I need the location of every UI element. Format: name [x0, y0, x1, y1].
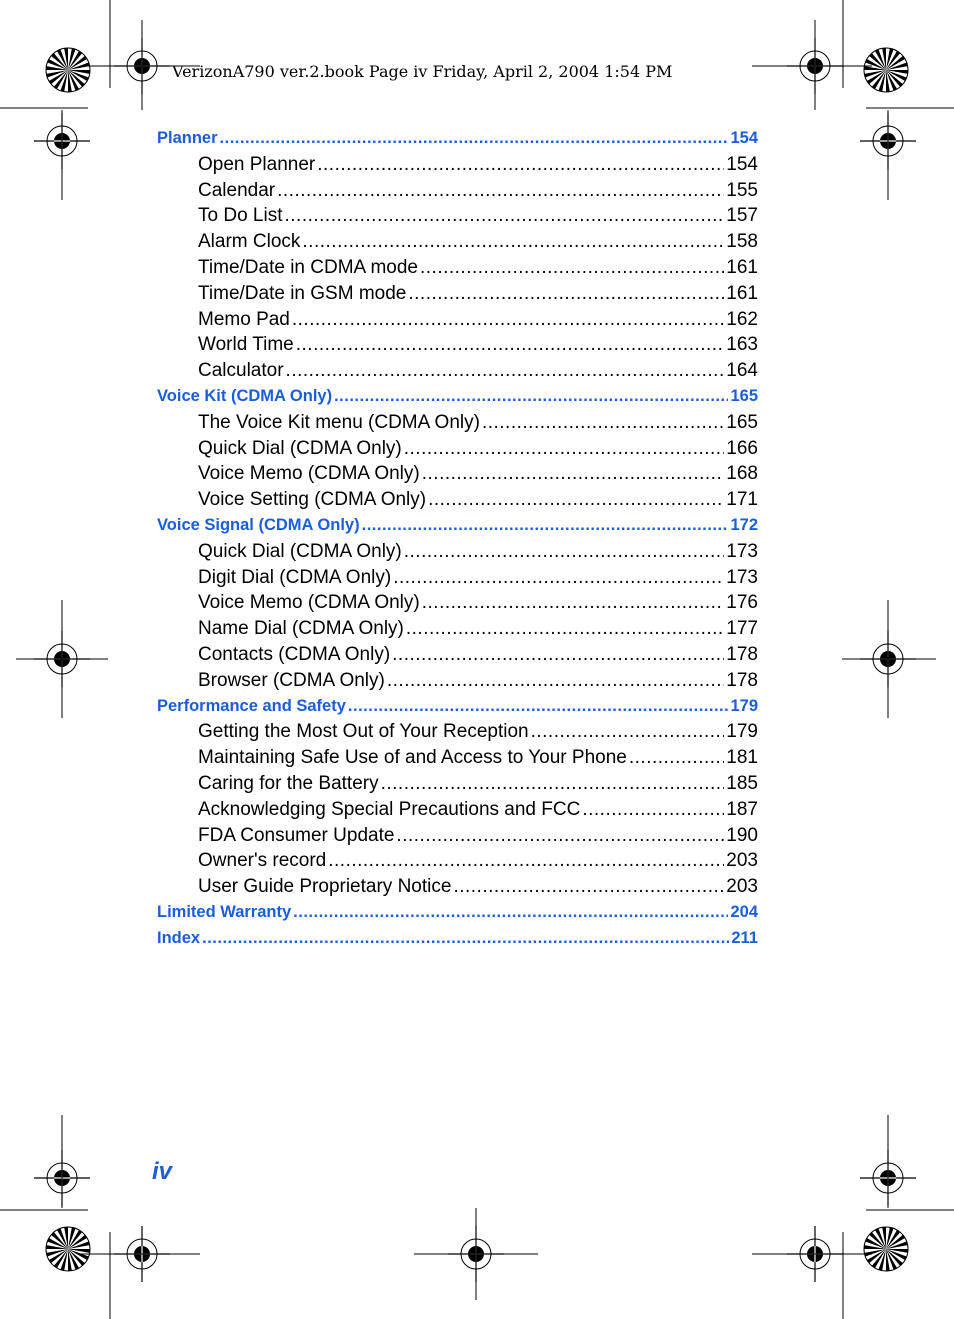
dot-leader — [292, 307, 724, 333]
print-header: VerizonA790 ver.2.book Page iv Friday, April 2, 2004 1:54 PM — [172, 62, 673, 81]
dot-leader — [406, 616, 724, 642]
toc-page-number: 157 — [726, 205, 758, 227]
toc-label: Maintaining Safe Use of and Access to Your Phone — [198, 747, 627, 769]
toc-entry-row[interactable] — [157, 616, 758, 642]
dot-leader — [629, 745, 724, 771]
dot-leader — [396, 823, 724, 849]
toc-entry-row[interactable] — [157, 848, 758, 874]
dot-leader — [393, 565, 724, 591]
dot-leader — [531, 719, 725, 745]
toc-entry-row[interactable] — [157, 642, 758, 668]
toc-page-number: 181 — [726, 747, 758, 769]
toc-label: Time/Date in GSM mode — [198, 282, 407, 304]
toc-page-number: 165 — [726, 411, 758, 433]
toc-label: Acknowledging Special Precautions and FCC — [198, 798, 581, 820]
dot-leader — [422, 590, 725, 616]
toc-entry-row[interactable] — [157, 745, 758, 771]
toc-page-number: 178 — [726, 643, 758, 665]
toc-label: Memo Pad — [198, 308, 290, 330]
toc-page-number: 166 — [726, 437, 758, 459]
toc-entry-row[interactable] — [157, 255, 758, 281]
toc-page-number: 176 — [726, 592, 758, 614]
toc-entry-row[interactable] — [157, 487, 758, 513]
toc-page-number: 172 — [730, 515, 758, 534]
toc-page-number: 173 — [726, 540, 758, 562]
toc-label: Name Dial (CDMA Only) — [198, 618, 404, 640]
toc-page-number: 168 — [726, 463, 758, 485]
toc-label: Browser (CDMA Only) — [198, 669, 385, 691]
dot-leader — [220, 126, 729, 152]
dot-leader — [392, 642, 724, 668]
toc-page-number: 185 — [726, 772, 758, 794]
toc-label: User Guide Proprietary Notice — [198, 876, 452, 898]
toc-page-number: 163 — [726, 334, 758, 356]
toc-page-number: 171 — [726, 489, 758, 511]
toc-label: Voice Signal (CDMA Only) — [157, 515, 360, 534]
toc-section-row[interactable] — [157, 513, 758, 539]
toc-page-number: 161 — [726, 282, 758, 304]
toc-entry-row[interactable] — [157, 152, 758, 178]
toc-label: Digit Dial (CDMA Only) — [198, 566, 392, 588]
dot-leader — [453, 874, 724, 900]
toc-page-number: 177 — [726, 618, 758, 640]
toc-page-number: 178 — [726, 669, 758, 691]
dot-leader — [328, 848, 724, 874]
toc-entry-row[interactable] — [157, 332, 758, 358]
toc-page-number: 203 — [726, 850, 758, 872]
dot-leader — [362, 513, 729, 539]
dot-leader — [582, 797, 724, 823]
dot-leader — [296, 332, 725, 358]
toc-page-number: 179 — [726, 721, 758, 743]
starburst-target-icon — [46, 1227, 90, 1271]
toc-entry-row[interactable] — [157, 823, 758, 849]
starburst-target-icon — [46, 48, 90, 92]
toc-entry-row[interactable] — [157, 281, 758, 307]
toc-label: The Voice Kit menu (CDMA Only) — [198, 411, 480, 433]
toc-entry-row[interactable] — [157, 874, 758, 900]
toc-section-row[interactable] — [157, 694, 758, 720]
toc-entry-row[interactable] — [157, 307, 758, 333]
dot-leader — [422, 461, 725, 487]
toc-label: Index — [157, 928, 201, 947]
toc-entry-row[interactable] — [157, 668, 758, 694]
toc-page-number: 161 — [726, 256, 758, 278]
dot-leader — [387, 668, 724, 694]
toc-page-number: 164 — [726, 360, 758, 382]
toc-page-number: 162 — [726, 308, 758, 330]
toc-label: Caring for the Battery — [198, 772, 379, 794]
starburst-target-icon — [864, 48, 908, 92]
toc-label: Voice Memo (CDMA Only) — [198, 463, 420, 485]
dot-leader — [286, 358, 725, 384]
toc-label: Quick Dial (CDMA Only) — [198, 540, 402, 562]
toc-entry-row[interactable] — [157, 436, 758, 462]
dot-leader — [202, 926, 729, 952]
toc-page-number: 203 — [726, 876, 758, 898]
toc-page-number: 204 — [730, 902, 758, 921]
toc-page-number: 179 — [730, 696, 758, 715]
toc-page-number: 187 — [726, 798, 758, 820]
toc-section-row[interactable] — [157, 384, 758, 410]
dot-leader — [334, 384, 728, 410]
toc-label: Open Planner — [198, 153, 316, 175]
dot-leader — [404, 436, 725, 462]
toc-label: Calendar — [198, 179, 276, 201]
toc-label: Quick Dial (CDMA Only) — [198, 437, 402, 459]
toc-label: Limited Warranty — [157, 902, 292, 921]
dot-leader — [482, 410, 724, 436]
dot-leader — [408, 281, 724, 307]
dot-leader — [428, 487, 724, 513]
toc-entry-row[interactable] — [157, 203, 758, 229]
dot-leader — [293, 900, 728, 926]
dot-leader — [317, 152, 724, 178]
toc-page-number: 158 — [726, 231, 758, 253]
toc-label: Planner — [157, 129, 218, 147]
toc-label: Voice Setting (CDMA Only) — [198, 489, 427, 511]
starburst-target-icon — [864, 1227, 908, 1271]
toc-entry-row[interactable] — [157, 719, 758, 745]
toc-page-number: 154 — [730, 129, 758, 147]
toc-entry-row[interactable] — [157, 410, 758, 436]
toc-entry-row[interactable] — [157, 358, 758, 384]
toc-entry-row[interactable] — [157, 229, 758, 255]
dot-leader — [277, 178, 724, 204]
toc-page-number: 190 — [726, 824, 758, 846]
toc-label: Voice Memo (CDMA Only) — [198, 592, 420, 614]
dot-leader — [381, 771, 725, 797]
dot-leader — [420, 255, 724, 281]
toc-section-row[interactable] — [157, 926, 758, 952]
toc-entry-row[interactable] — [157, 771, 758, 797]
toc-label: Time/Date in CDMA mode — [198, 256, 418, 278]
toc-label: Performance and Safety — [157, 696, 346, 715]
dot-leader — [404, 539, 725, 565]
toc-entry-row[interactable] — [157, 178, 758, 204]
toc-page-number: 173 — [726, 566, 758, 588]
toc-page-number: 155 — [726, 179, 758, 201]
toc-page-number: 165 — [730, 386, 758, 405]
toc-page-number: 154 — [726, 153, 758, 175]
toc-label: FDA Consumer Update — [198, 824, 395, 846]
toc-label: Calculator — [198, 360, 284, 382]
toc-label: Alarm Clock — [198, 231, 301, 253]
dot-leader — [348, 694, 729, 720]
toc-entry-row[interactable] — [157, 461, 758, 487]
toc-label: Getting the Most Out of Your Reception — [198, 721, 529, 743]
toc-section-row[interactable] — [157, 126, 758, 152]
page-folio: iv — [152, 1158, 173, 1185]
toc-section-row[interactable] — [157, 900, 758, 926]
toc-entry-row[interactable] — [157, 539, 758, 565]
toc-label: Contacts (CDMA Only) — [198, 643, 391, 665]
toc-label: World Time — [198, 334, 294, 356]
toc-label: To Do List — [198, 205, 283, 227]
toc-entry-row[interactable] — [157, 565, 758, 591]
toc-entry-row[interactable] — [157, 590, 758, 616]
toc-page-number: 211 — [731, 928, 758, 947]
toc-label: Voice Kit (CDMA Only) — [157, 386, 333, 405]
table-of-contents — [157, 126, 758, 952]
toc-entry-row[interactable] — [157, 797, 758, 823]
dot-leader — [302, 229, 724, 255]
dot-leader — [284, 203, 724, 229]
toc-label: Owner's record — [198, 850, 327, 872]
